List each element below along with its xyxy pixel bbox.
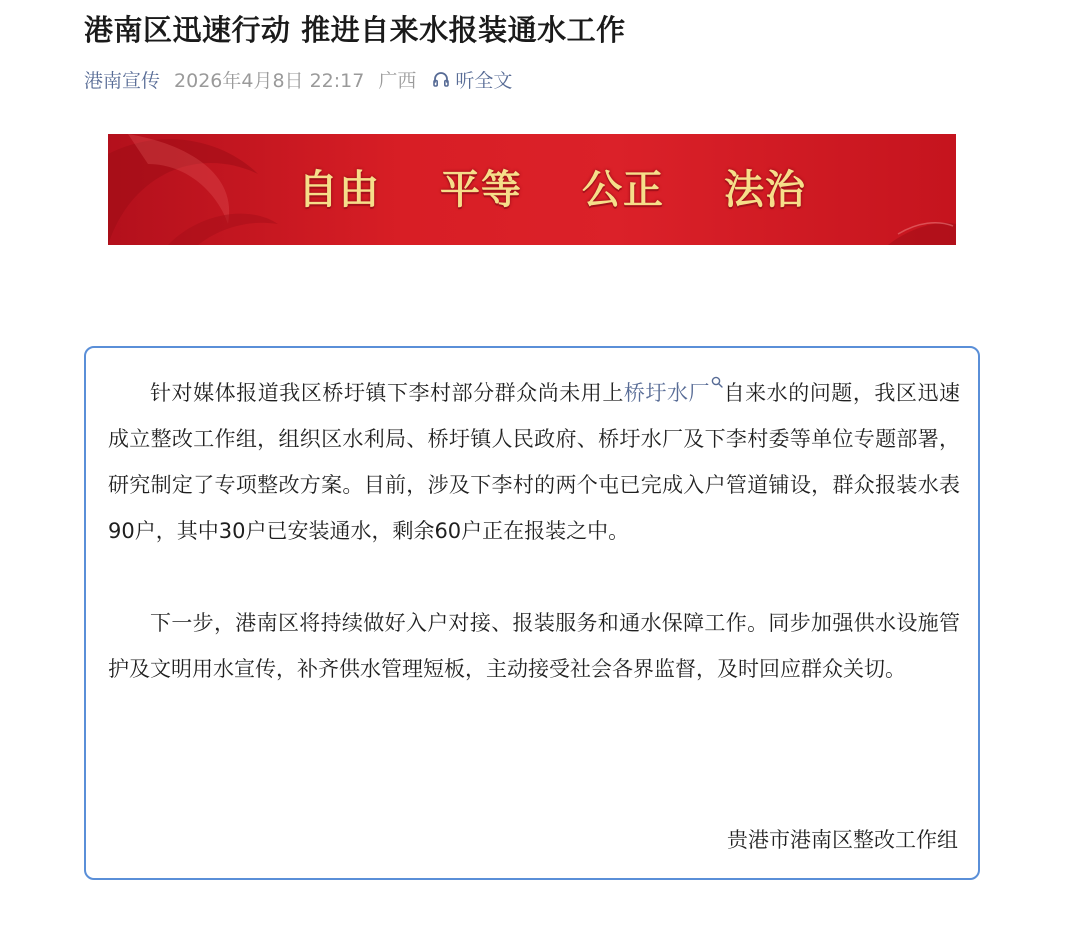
link-text: 桥圩水厂 [623, 381, 711, 405]
publish-date: 2026年4月8日 22:17 [174, 69, 365, 92]
account-name-link[interactable]: 港南宣传 [84, 69, 161, 92]
headphones-icon [432, 70, 450, 88]
paragraph-text: 自来水的问题，我区迅速成立整改工作组，组织区水利局、桥圩镇人民政府、桥圩水厂及下李村委等单位专题部署，研究制定了专项整改方案。目前，涉及下李村的两个屯已完成入户管道铺设，群众报装水表90户，其中30户已安装通水，剩余60户正在报装之中。 [108, 381, 961, 543]
paragraph-text: 针对媒体报道我区桥圩镇下李村部分群众尚未用上 [150, 381, 624, 405]
listen-full-text-button[interactable] [432, 66, 512, 93]
body-paragraph-1 [108, 370, 960, 554]
search-icon [711, 376, 723, 388]
article-meta [84, 64, 512, 94]
banner-value-rule-of-law: 法治 [724, 167, 806, 213]
publish-region: 广西 [378, 69, 417, 92]
notice-card [84, 346, 980, 880]
listen-label: 听全文 [455, 69, 513, 92]
water-plant-link[interactable] [624, 381, 723, 405]
signature: 贵港市港南区整改工作组 [727, 828, 958, 852]
banner-value-freedom: 自由 [298, 167, 380, 213]
body-paragraph-2: 下一步，港南区将持续做好入户对接、报装服务和通水保障工作。同步加强供水设施管护及文明用水宣传，补齐供水管理短板，主动接受社会各界监督，及时回应群众关切。 [108, 611, 960, 681]
banner-value-justice: 公正 [582, 167, 664, 213]
banner-value-equality: 平等 [440, 167, 522, 213]
core-values-banner [108, 134, 956, 245]
article-title: 港南区迅速行动 推进自来水报装通水工作 [84, 13, 626, 47]
